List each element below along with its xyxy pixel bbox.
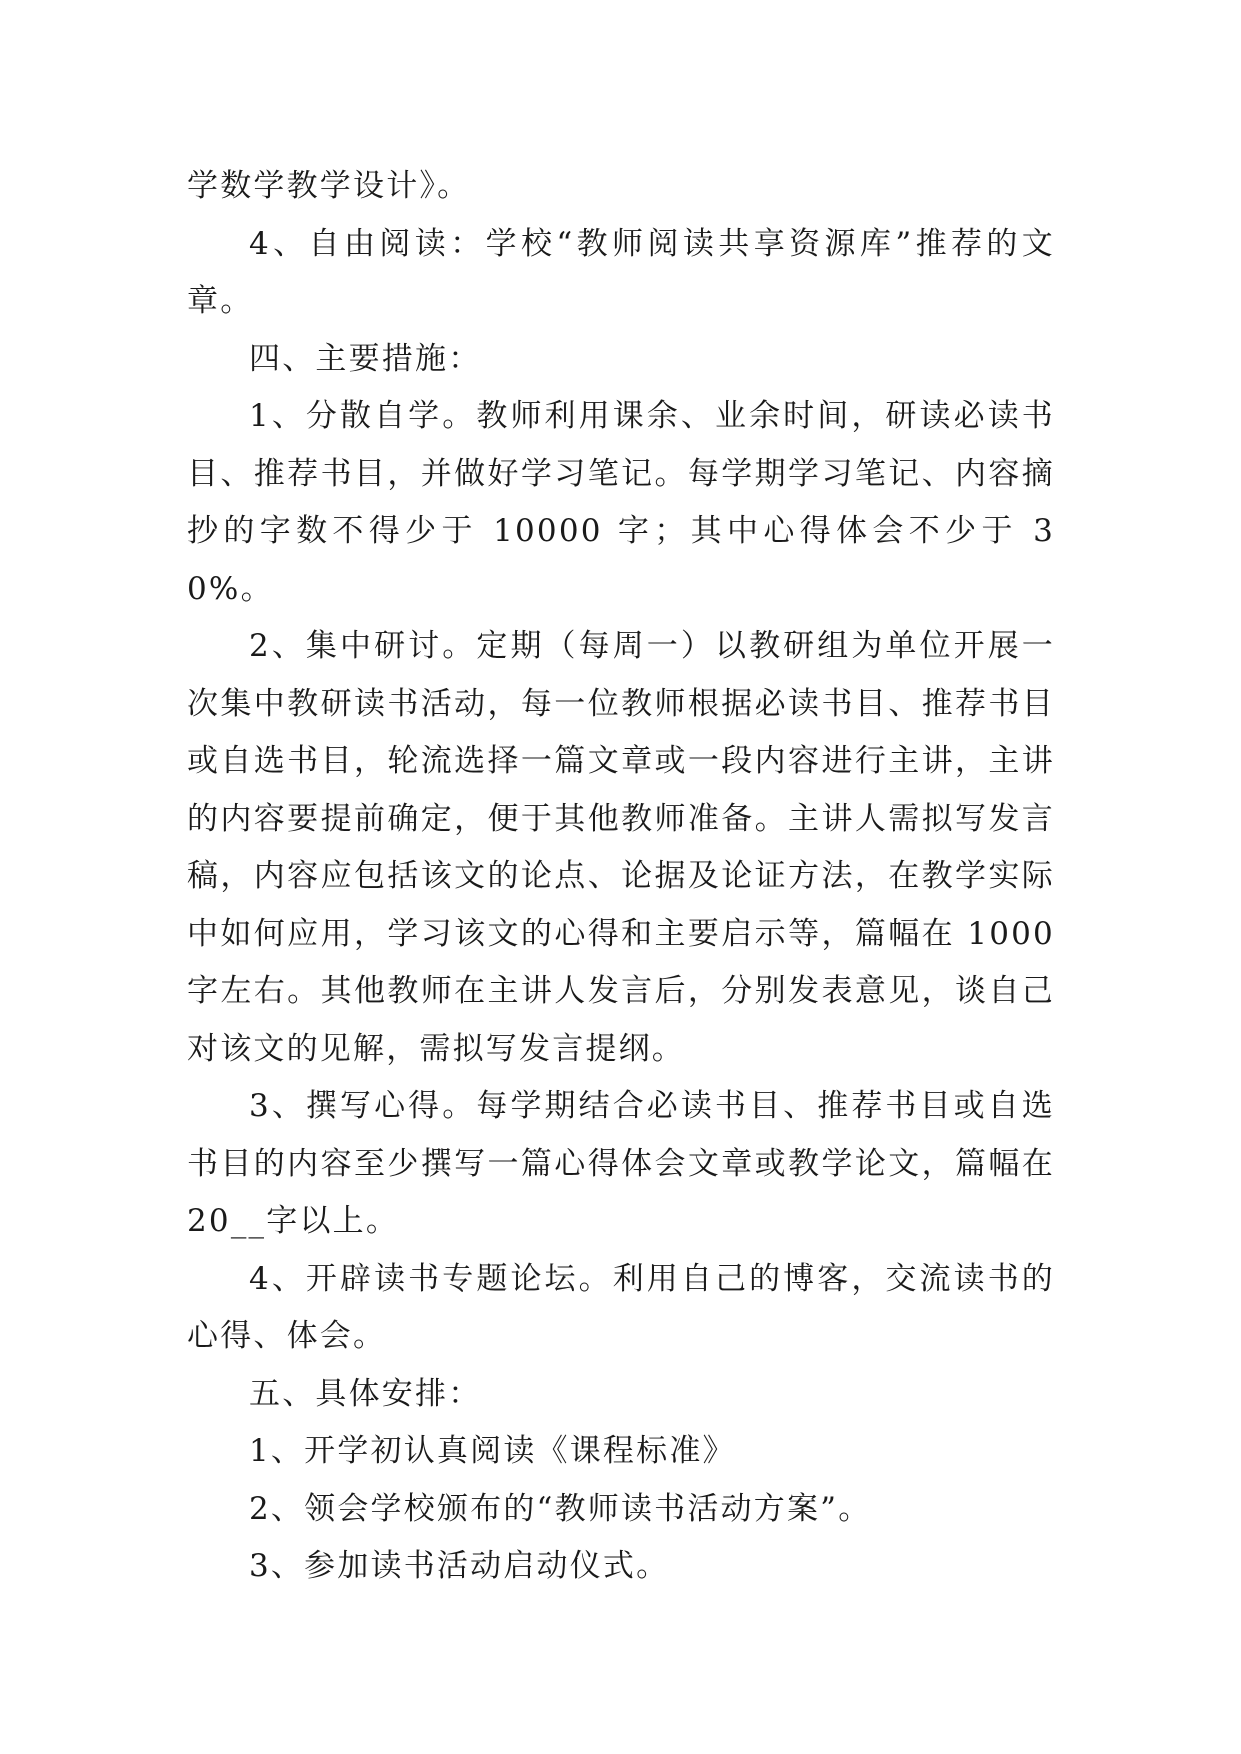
paragraph-free-reading: 4、自由阅读：学校“教师阅读共享资源库”推荐的文章。	[187, 225, 1055, 319]
section-heading-main-measures: 四、主要措施：	[249, 340, 482, 377]
list-item-activity-plan: 2、领会学校颁布的“教师读书活动方案”。	[249, 1490, 872, 1527]
paragraph-self-study: 1、分散自学。教师利用课余、业余时间，研读必读书目、推荐书目，并做好学习笔记。每学期学习笔记、内容摘抄的字数不得少于 10000 字；其中心得体会不少于 30%。	[187, 398, 1055, 607]
list-item-curriculum-standard: 1、开学初认真阅读《课程标准》	[249, 1433, 736, 1469]
list-item-launch-ceremony: 3、参加读书活动启动仪式。	[249, 1548, 670, 1584]
document-body	[187, 158, 1055, 1596]
paragraph-continuation: 学数学教学设计》。	[187, 168, 471, 204]
section-heading-arrangements: 五、具体安排：	[249, 1375, 482, 1412]
paragraph-reading-forum: 4、开辟读书专题论坛。利用自己的博客，交流读书的心得、体会。	[187, 1260, 1055, 1354]
paragraph-group-discussion: 2、集中研讨。定期（每周一）以教研组为单位开展一次集中教研读书活动，每一位教师根据必读书目、推荐书目或自选书目，轮流选择一篇文章或一段内容进行主讲，主讲的内容要提前确定，便于其他教师准备。主讲人需拟写发言稿，内容应包括该文的论点、论据及论证方法，在教学实际中如何应用，学习该文的心得和主要启示等，篇幅在 1000 字左右。其他教师在主讲人发言后，分别发表意见，谈自己对该文的见解，需拟写发言提纲。	[187, 628, 1055, 1067]
paragraph-write-reflections: 3、撰写心得。每学期结合必读书目、推荐书目或自选书目的内容至少撰写一篇心得体会文章或教学论文，篇幅在 20__字以上。	[187, 1088, 1055, 1239]
